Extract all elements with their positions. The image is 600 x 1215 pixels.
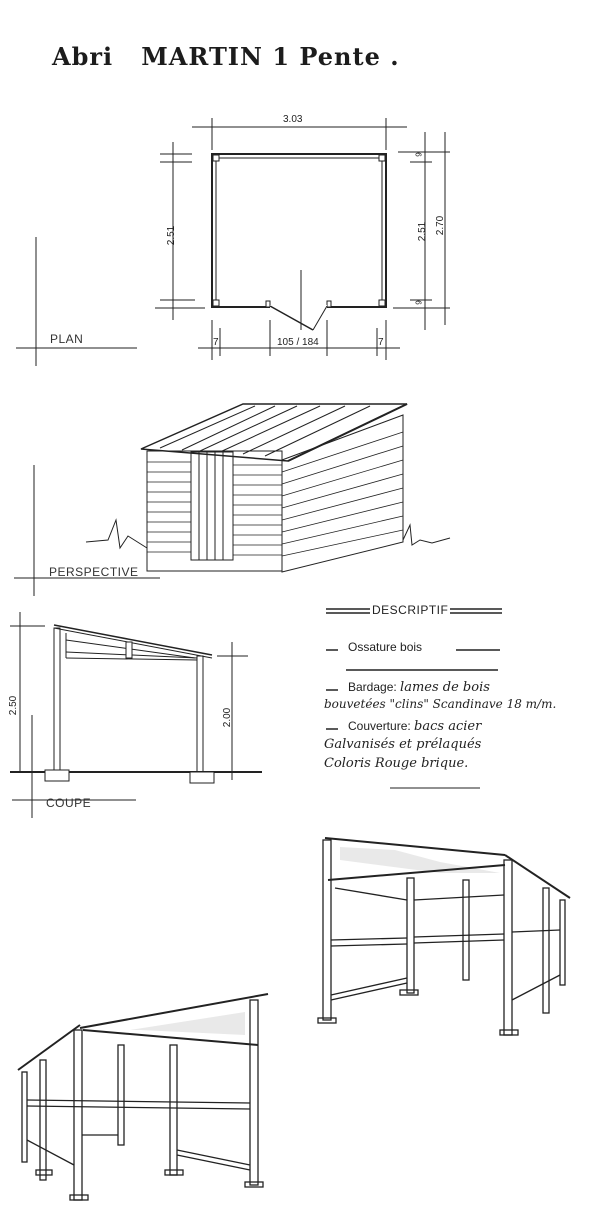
coupe-high-dim: 2.50 <box>8 695 20 716</box>
plan-left-post-dim: 7 <box>213 337 219 348</box>
plan-right-inner-depth-dim: 2.51 <box>417 221 429 242</box>
coupe-low-dim: 2.00 <box>222 707 234 728</box>
metal-frame-illustration-2 <box>18 994 268 1200</box>
coupe-label: COUPE <box>46 796 92 810</box>
plan-label: PLAN <box>50 332 84 346</box>
descriptif-item-label: Ossature bois <box>348 640 423 654</box>
plan-door-dim: 105 / 184 <box>277 337 319 348</box>
plan-right-total-depth-dim: 2.70 <box>435 215 447 236</box>
page-title: Abri MARTIN 1 Pente . <box>52 42 400 71</box>
descriptif-item-label: Bardage: <box>348 680 397 694</box>
plan-right-post-dim: 7 <box>378 337 384 348</box>
descriptif-title: DESCRIPTIF <box>372 603 449 617</box>
descriptif-item-couverture <box>348 719 481 734</box>
descriptif-item-bardage <box>348 680 490 695</box>
descriptif-item-value-3: Coloris Rouge brique. <box>324 756 469 771</box>
descriptif-item-ossature <box>348 640 422 654</box>
descriptif-item-value-2: Galvanisés et prélaqués <box>324 737 482 752</box>
perspective-label: PERSPECTIVE <box>49 565 139 579</box>
descriptif-item-value: lames de bois <box>400 680 490 695</box>
plan-bottom-offset-dim: 9 <box>414 300 424 305</box>
descriptif-item-value: bacs acier <box>414 719 482 734</box>
descriptif-item-label: Couverture: <box>348 719 411 733</box>
plan-width-dim: 3.03 <box>283 114 303 125</box>
plan-left-depth-dim: 2.51 <box>166 225 178 246</box>
metal-frame-illustration-1 <box>318 838 570 1035</box>
plan-top-offset-dim: 9 <box>414 152 424 157</box>
descriptif-item-value-2: bouvetées "clins" Scandinave 18 m/m. <box>324 697 557 711</box>
